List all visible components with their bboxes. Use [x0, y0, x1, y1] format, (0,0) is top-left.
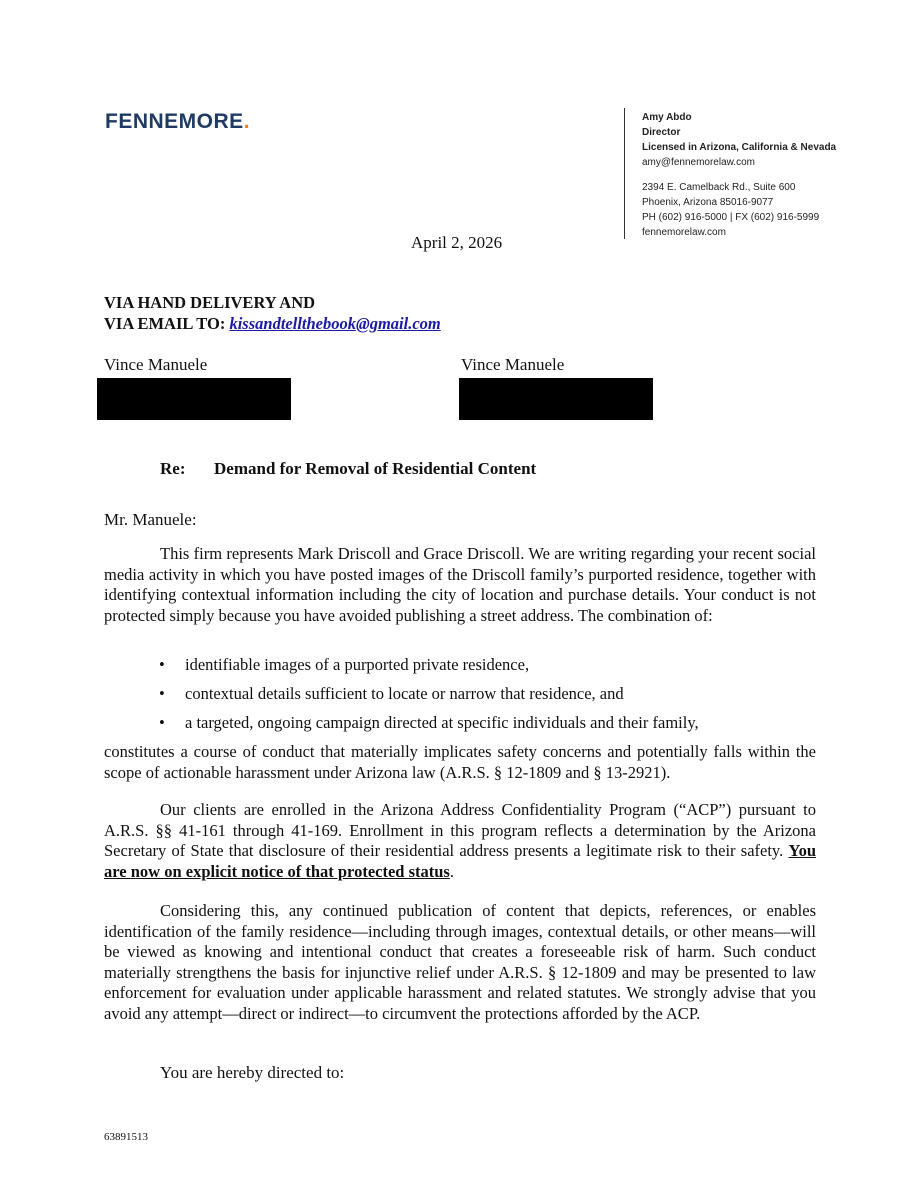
- firm-website: fennemorelaw.com: [642, 227, 726, 238]
- attorney-name: Amy Abdo: [642, 112, 692, 123]
- paragraph-5: You are hereby directed to:: [160, 1063, 345, 1082]
- paragraph-4: Considering this, any continued publication of content that depicts, references, or enables identification of the family residence—including through images, contextual details, or other means—will be viewed as knowing and intentional conduct that creates a foreseeable risk of harm. Such conduct materially strengthens the basis for injunctive relief under A.R.S. § 12-1809 and may be presented to law enforcement for evaluation under applicable harassment and related statutes. We strongly advise that you avoid any attempt—direct or indirect—to circumvent the protections afforded by the ACP.: [104, 901, 816, 1023]
- letterhead-divider: [624, 108, 625, 239]
- attorney-title: Director: [642, 127, 681, 138]
- salutation: Mr. Manuele:: [104, 510, 197, 529]
- document-number: 63891513: [104, 1131, 148, 1143]
- firm-address-line2: Phoenix, Arizona 85016-9077: [642, 197, 774, 208]
- paragraph-1: This firm represents Mark Driscoll and Grace Driscoll. We are writing regarding your recent social media activity in which you have posted images of the Driscoll family’s purported residence, together with identifying contextual information including the city of location and purchase details. Your conduct is not protected simply because you have avoided publishing a street address. The combination of:: [104, 544, 816, 625]
- letterhead-contact: [642, 110, 836, 240]
- redaction-block-2: [459, 378, 653, 420]
- letter-date: April 2, 2026: [411, 233, 503, 252]
- list-item: • a targeted, ongoing campaign directed at specific individuals and their family,: [157, 713, 817, 742]
- recipient-email-link[interactable]: kissandtellthebook@gmail.com: [229, 314, 441, 333]
- bullet-list: [157, 655, 817, 742]
- attorney-email: amy@fennemorelaw.com: [642, 157, 755, 168]
- subject-line: [160, 459, 536, 479]
- recipient-name-1: Vince Manuele: [104, 355, 208, 374]
- delivery-line1: VIA HAND DELIVERY AND: [104, 293, 316, 312]
- firm-address-line1: 2394 E. Camelback Rd., Suite 600: [642, 182, 796, 193]
- subject-label: Re:: [160, 459, 186, 478]
- paragraph-3: Our clients are enrolled in the Arizona Address Confidentiality Program (“ACP”) pursuant to A.R.S. §§ 41-161 through 41-169. Enrollment in this program reflects a determination by the Arizona Secretary of State that disclosure of their residential address presents a legitimate risk to their safety. You are now on explicit notice of that protected status.: [104, 800, 816, 881]
- notice-statement: You are now on explicit notice of that protected status: [104, 841, 816, 881]
- subject-text: Demand for Removal of Residential Content: [214, 459, 537, 478]
- delivery-method: [104, 292, 441, 334]
- redaction-block-1: [97, 378, 291, 420]
- list-item: • contextual details sufficient to locate or narrow that residence, and: [157, 684, 817, 713]
- delivery-line2: VIA EMAIL TO: kissandtellthebook@gmail.com: [104, 314, 441, 333]
- paragraph-2: constitutes a course of conduct that materially implicates safety concerns and potentially falls within the scope of actionable harassment under Arizona law (A.R.S. § 12-1809 and § 13-2921).: [104, 742, 816, 782]
- firm-logo: FENNEMORE.: [105, 110, 251, 133]
- firm-phone: PH (602) 916-5000 | FX (602) 916-5999: [642, 212, 820, 223]
- list-item: • identifiable images of a purported private residence,: [157, 655, 817, 684]
- attorney-license: Licensed in Arizona, California & Nevada: [642, 142, 837, 153]
- recipient-name-2: Vince Manuele: [461, 355, 565, 374]
